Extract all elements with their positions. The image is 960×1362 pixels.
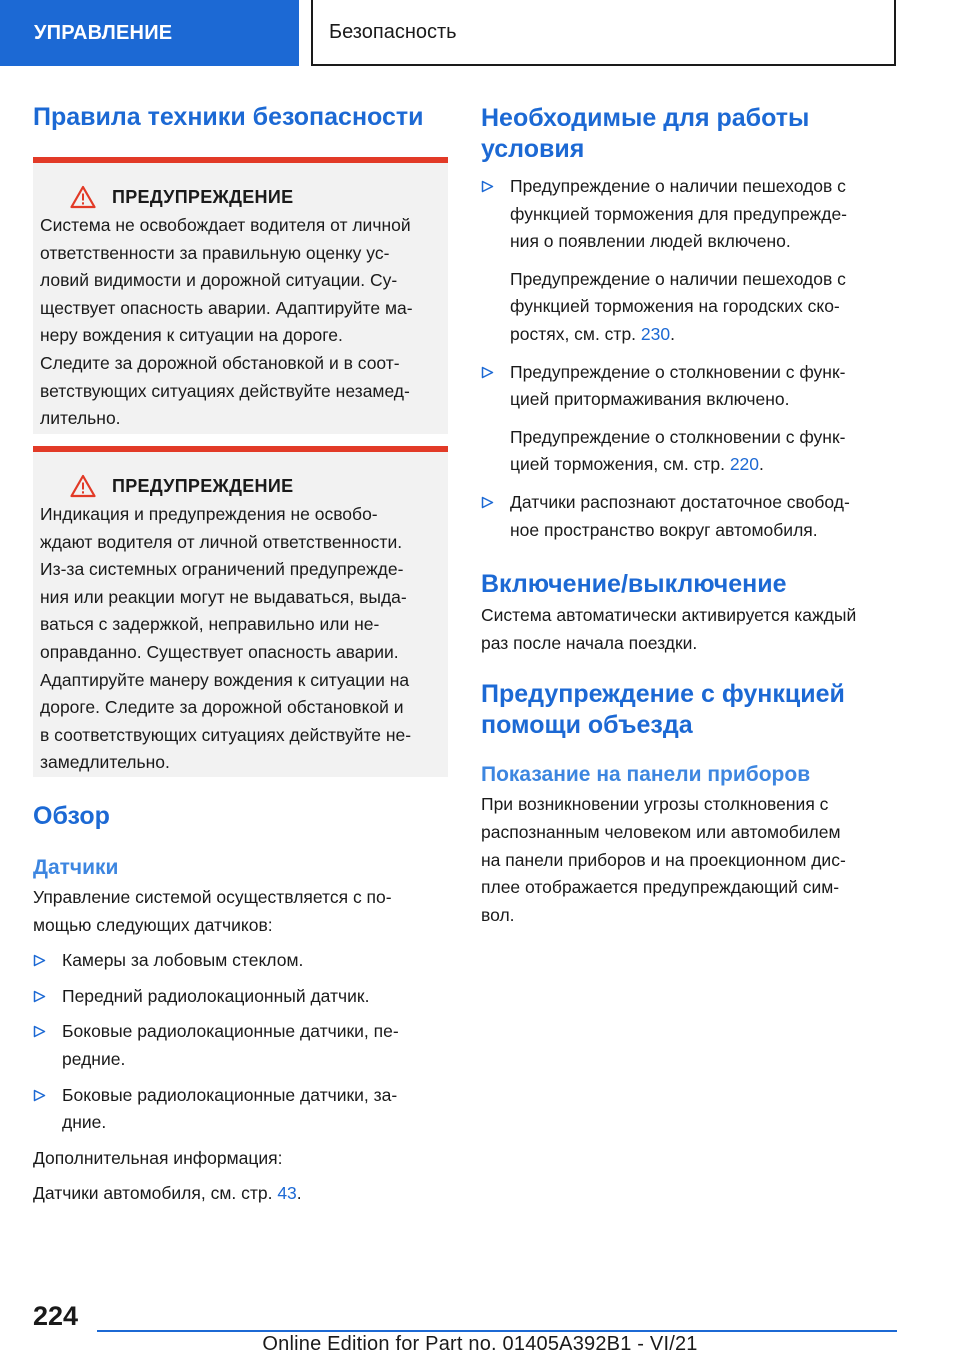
list-item-line: ния о появлении людей включено. (510, 231, 791, 252)
page-link-230[interactable]: 230 (640, 323, 671, 344)
heading-evasion-assist (481, 679, 896, 741)
warning-1-line: Следите за дорожной обстановкой и в соот- (40, 352, 400, 373)
warning-1-line: ветствующих ситуациях действуйте незамед- (40, 380, 410, 401)
heading-evasion-line: помощи объезда (481, 711, 693, 740)
list-item (481, 359, 896, 479)
warning-2-line: дороге. Следите за дорожной обстановкой и (40, 697, 404, 718)
heading-safety-rules: Правила техники безопасности (33, 103, 424, 131)
list-item-line: Боковые радиолокационные датчики, за- (62, 1084, 398, 1105)
sensors-reference (33, 1180, 448, 1208)
warning-1-line: Система не освобождает водителя от личной (40, 215, 411, 235)
warning-2-line: в соответствующих ситуациях действуйте не- (40, 724, 412, 745)
header-section-tab: УПРАВЛЕНИЕ (0, 0, 299, 66)
display-line: на панели приборов и на проекционном дис- (481, 849, 846, 870)
heading-conditions (481, 103, 896, 165)
list-item-line: ное пространство вокруг автомобиля. (510, 519, 818, 540)
display-line: При возникновении угрозы столкновения с (481, 794, 829, 815)
list-item-line: Предупреждение о наличии пешеходов с (510, 176, 846, 196)
header-chapter-title: Безопасность (311, 0, 896, 66)
warning-title-text: ПРЕДУПРЕЖДЕНИЕ (112, 475, 294, 496)
list-item-line: Предупреждение о наличии пешеходов с (510, 268, 846, 289)
warning-1-line: лительно. (40, 408, 121, 429)
warning-2-line: Индикация и предупреждения не освобо- (40, 504, 378, 524)
list-item-line (510, 451, 896, 479)
more-info-label: Дополнительная информация: (33, 1147, 283, 1168)
list-item-subparagraph (510, 424, 896, 479)
reference-end: . (759, 454, 764, 475)
reference-text: ростях, см. стр. (510, 323, 641, 344)
page-number: 224 (33, 1301, 79, 1331)
sensors-intro-line: Управление системой осуществляется с по- (33, 887, 392, 907)
display-line: распознанным человеком или автомобилем (481, 821, 841, 842)
warning-title-text: ПРЕДУПРЕЖДЕНИЕ (112, 186, 294, 207)
arrow-bullet-icon (33, 1025, 46, 1038)
right-column (481, 92, 896, 929)
display-line: плее отображается предупреждающий сим- (481, 877, 840, 898)
warning-box-1 (33, 157, 448, 434)
list-item-line: редние. (62, 1048, 126, 1069)
warning-1-line: ловий видимости и дорожной ситуации. Су- (40, 270, 398, 291)
sensors-reference-text: Датчики автомобиля, см. стр. (33, 1183, 278, 1204)
conditions-list (481, 173, 896, 544)
warning-2-line: ждают водителя от личной ответственности. (40, 531, 403, 552)
heading-on-off: Включение/выключение (481, 570, 787, 599)
warning-2-line: Адаптируйте манеру вождения к ситуации на (40, 669, 410, 690)
list-item-line: цией притормаживания включено. (510, 389, 790, 410)
warning-box-2 (33, 446, 448, 777)
warning-2-line: Из-за системных ограничений предупрежде- (40, 559, 404, 580)
list-item (33, 947, 448, 975)
sensors-reference-end: . (296, 1183, 302, 1204)
on-off-line: раз после начала поездки. (481, 632, 698, 653)
warning-title-2 (40, 474, 440, 498)
warning-triangle-icon (70, 185, 96, 209)
warning-2-line: ваться с задержкой, неправильно или не- (40, 614, 380, 635)
heading-conditions-line: условия (481, 135, 585, 163)
arrow-bullet-icon (481, 180, 494, 193)
list-item-line: функцией торможения на городских ско- (510, 296, 840, 317)
list-item (33, 1018, 448, 1073)
warning-1-line: ществует опасность аварии. Адаптируйте ма- (40, 297, 413, 318)
page-link-43[interactable]: 43 (277, 1183, 297, 1204)
list-item-line: Передний радиолокационный датчик. (62, 985, 370, 1006)
list-item-line: Предупреждение о столкновении с функ- (510, 426, 846, 447)
on-off-line: Система автоматически активируется каждый (481, 605, 857, 626)
list-item-line: Камеры за лобовым стеклом. (62, 950, 304, 971)
left-column (33, 92, 448, 1208)
list-item (33, 1082, 448, 1137)
arrow-bullet-icon (481, 496, 494, 509)
heading-conditions-line: Необходимые для работы (481, 104, 810, 132)
arrow-bullet-icon (481, 366, 494, 379)
list-item-line: Датчики распознают достаточное свобод- (510, 491, 850, 512)
list-item-line: дние. (62, 1112, 107, 1133)
list-item-line: Боковые радиолокационные датчики, пе- (62, 1021, 399, 1042)
list-item-line: Предупреждение о столкновении с функ- (510, 361, 846, 382)
list-item-line (510, 321, 896, 349)
heading-evasion-line: Предупреждение с функцией (481, 680, 845, 709)
warning-2-line: оправданно. Существует опасность аварии. (40, 641, 399, 662)
reference-end: . (670, 323, 675, 344)
list-item (33, 983, 448, 1011)
reference-text: цией торможения, см. стр. (510, 454, 730, 475)
sensors-list (33, 947, 448, 1137)
warning-2-text (40, 501, 440, 777)
subheading-instrument-display: Показание на панели приборов (481, 763, 811, 787)
page-link-220[interactable]: 220 (729, 454, 760, 475)
arrow-bullet-icon (33, 990, 46, 1003)
warning-triangle-icon (70, 474, 96, 498)
footer-divider (97, 1330, 897, 1332)
subheading-sensors: Датчики (33, 856, 119, 879)
warning-2-line: замедлительно. (40, 752, 170, 773)
warning-1-line: ответственности за правильную оценку ус- (40, 242, 390, 263)
display-text (481, 791, 896, 929)
display-line: вол. (481, 904, 515, 925)
footer-edition: Online Edition for Part no. 01405A392B1 - VI/21 (262, 1333, 698, 1355)
sensors-intro-line: мощью следующих датчиков: (33, 914, 273, 935)
arrow-bullet-icon (33, 954, 46, 967)
warning-1-line: неру вождения к ситуации на дороге. (40, 325, 343, 346)
list-item-subparagraph (510, 266, 896, 349)
warning-title-1 (40, 185, 440, 209)
heading-overview: Обзор (33, 802, 110, 830)
list-item-line: функцией торможения для предупрежде- (510, 203, 848, 224)
warning-1-text (40, 212, 440, 433)
sensors-intro (33, 884, 448, 939)
list-item (481, 489, 896, 544)
on-off-text (481, 602, 896, 657)
list-item (481, 173, 896, 349)
warning-2-line: ния или реакции могут не выдаваться, выда- (40, 586, 407, 607)
arrow-bullet-icon (33, 1089, 46, 1102)
